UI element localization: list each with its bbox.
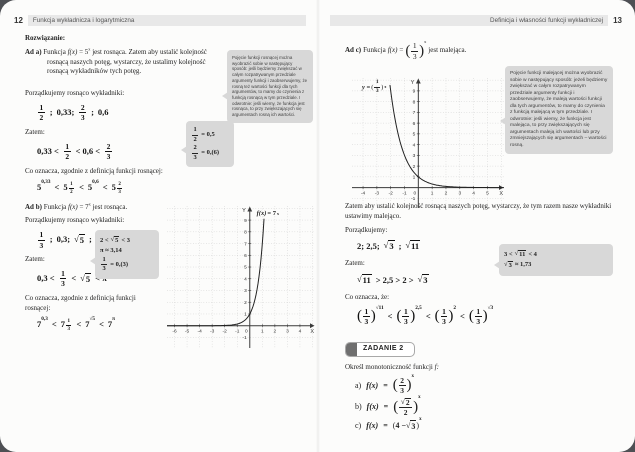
x-tick-label: 3 (286, 329, 289, 335)
y-tick-label: -1 (411, 197, 416, 203)
left-page-header (14, 14, 306, 26)
ad-a-fx: f(x) (67, 47, 78, 56)
zatem-c: Zatem: (345, 259, 365, 268)
inequality-c-formula: √ 11 > 2,5 > 2 > √ 3 (357, 274, 617, 287)
fraction: 1 2 (65, 141, 70, 162)
sqrt: √ 3 (504, 261, 513, 270)
means-c-text: Co oznacza, że: (345, 292, 390, 301)
fraction: ( 1 3 (442, 306, 446, 327)
y-axis-letter: Y (242, 208, 246, 214)
y-tick-label: 5 (244, 265, 247, 271)
inequality-a-formula: 0,33 < 1 2 < 0,6 < 2 3 (37, 141, 111, 162)
x-tick-label: 0 (413, 191, 417, 197)
x-axis-letter: X (310, 329, 314, 336)
ad-c-fx: f(x) (387, 46, 398, 55)
parenthesized-expression: ( 4 − √ 3 ) (393, 420, 419, 432)
badge-label: ZADANIE 2 (363, 345, 404, 353)
left-header-bar (28, 15, 306, 26)
x-tick-label: -3 (210, 329, 215, 335)
ad-b-paragraph: Ad b) Funkcja $f(x) = 7^x$ jest rosnąca. (25, 201, 128, 211)
x-tick-label: -4 (197, 329, 202, 335)
x-tick-label: 4 (298, 329, 302, 335)
hint-box-b: 2 < √ 5 < 3 π ≈ 3,14 $\frac{1}{3}$ = 0,(3) (95, 230, 159, 279)
y-axis-arrow (247, 207, 252, 212)
fraction: ( 1 3 (476, 306, 481, 327)
sqrt: √ 11 (357, 274, 372, 287)
x-axis-arrow (310, 323, 315, 328)
fraction: 1 2 (39, 102, 44, 123)
y-axis-letter: Y (410, 80, 415, 86)
task-item-b: b) f(x) = √ ( 2 2 ) x (355, 398, 617, 417)
graph-7-to-x-svg (167, 206, 315, 348)
fraction: 1 3 (61, 268, 65, 289)
x-tick-label: -1 (402, 191, 407, 197)
graph-7-to-x (167, 206, 315, 348)
sqrt: √ 11 (405, 240, 420, 253)
fraction: √ ( 2 2 (399, 398, 412, 417)
y-tick-label: 6 (244, 253, 247, 259)
right-page-header (330, 14, 622, 26)
y-tick-label: 1 (244, 312, 247, 318)
page-gutter (316, 0, 320, 452)
task-prompt: Określ monotoniczność funkcji f: (345, 362, 439, 371)
sequence-a-formula: 1 2 ; 0,33; 2 3 ; 0,6 (39, 102, 109, 123)
ad-a-exp: x (88, 46, 91, 52)
sqrt: √ 3 (384, 240, 395, 253)
parenthesized-fraction (357, 308, 376, 326)
x-tick-label: 0 (244, 329, 248, 335)
fraction: $\frac{1}{2}$ (70, 181, 73, 195)
hint-box-a: $\frac{1}{2}$ = 0,5 $\frac{2}{3}$ = 0,(6) (186, 121, 234, 167)
y-tick-label: 9 (412, 89, 416, 95)
zatem-b: Zatem: (25, 255, 45, 264)
x-tick-label: -2 (388, 191, 393, 197)
fraction: $\frac{1}{3}$ (67, 318, 70, 332)
parenthesized-fraction (469, 308, 488, 326)
y-tick-label: -1 (242, 336, 247, 342)
fraction: 1 3 (39, 230, 44, 250)
task-item-a: a) f(x) = ( 2 3 ) x (355, 377, 617, 395)
note-box-decreasing: Pojęcie funkcji malejącej można wyobrazić sobie w następujący sposób: jeżeli będziemy zwiększać w całym rozpatrywanym przedziale argumenty funkcji i zaobserwujemy, że maleją wartości funkcji dla tych argumentów, to mamy do czynienia z funkcją malejącą w tym przedziale. I odwrotnie: jeśli wiemy, że funkcja jest malejąca, to przy zwiększających się argumentach maleją ich wartości lub przy zmniejszających się argumentach – wartości rosną. (505, 66, 613, 154)
badge-marker (346, 343, 357, 356)
y-tick-label: 7 (244, 242, 247, 248)
x-tick-label: -5 (184, 329, 190, 335)
graph-one-third-to-x-svg (352, 78, 504, 208)
graph-one-third-to-x (352, 78, 504, 208)
porzadkujemy-text: Porządkujemy: (345, 225, 388, 234)
ad-a-label: Ad a) (25, 47, 42, 56)
note-box-increasing: Pojęcie funkcji rosnącej można wyobrazić sobie w następujący sposób: jeśli będziemy zwiększać w całym rozpatrywanym przedziale argumenty funkcji i zaobserwujemy, że rosną też wartości funkcji dla tych argumentów, to mamy do czynienia z funkcją rosnącą w tym przedziale. I odwrotnie: jeśli wiemy, że funkcja jest rosnąca, to przy zwiększających się argumentach rosną ich wartości. (227, 50, 313, 123)
fraction: 2 3 (106, 141, 111, 162)
y-tick-label: 4 (244, 277, 247, 283)
ad-b-label: Ad b) (25, 202, 42, 211)
solution-heading: Rozwiązanie: (25, 34, 66, 42)
parenthesized-fraction (393, 398, 418, 417)
sort-a-text: Porządkujemy rosnąco wykładniki: (25, 89, 125, 98)
y-tick-label: 2 (244, 300, 247, 306)
ad-a-eq: = 5 (77, 47, 89, 56)
y-tick-label: 2 (412, 164, 416, 170)
sequence-b-formula: 1 3 ; 0,3; √ 5 ; (37, 231, 223, 249)
x-tick-label: -3 (374, 191, 380, 197)
y-tick-label: 6 (412, 121, 416, 127)
y-tick-label: 3 (244, 289, 247, 295)
sqrt: √ ( 2 (401, 398, 411, 407)
task-item-c: c) f(x) = ( 4 − √ 3 ) x (355, 420, 617, 432)
ad-c-label: Ad c) (345, 46, 362, 55)
ad-b-fx: f(x) (68, 202, 78, 211)
sqrt: √ 3 (406, 420, 416, 432)
y-tick-label: 3 (412, 154, 416, 160)
y-tick-label: 5 (412, 132, 416, 138)
sqrt: √ 11 (515, 250, 527, 259)
fraction: $\frac{2}{3}$ (193, 144, 197, 161)
x-tick-label: 4 (472, 191, 475, 197)
x-axis-letter: X (499, 191, 503, 198)
sqrt: √ 5 (80, 273, 91, 286)
x-tick-label: -2 (222, 329, 227, 335)
y-axis-arrow (416, 79, 421, 84)
after-graph-text: Zatem aby ustalić kolejność rosnącą naszych potęg, wystarczy, że tym razem nasze wykładniki ustawimy malejąco. (345, 202, 612, 220)
fraction: ( 1 3 (403, 306, 408, 327)
sqrt: √ 5 (74, 234, 85, 247)
right-header-title: Definicja i własności funkcji wykładniczej (490, 16, 604, 24)
task-2-badge (345, 342, 415, 357)
y-tick-label: 1 (412, 175, 416, 181)
zatem-a: Zatem: (25, 127, 45, 136)
powers-b-formula: 7 0,3 < 7 $\frac{1}{3}$ < 7 √5 < 7 π (37, 316, 116, 332)
x-tick-label: 5 (486, 191, 489, 197)
sqrt: √ 3 (418, 274, 429, 287)
y-tick-label: 4 (412, 143, 416, 149)
fraction: ( 1 3 (364, 306, 369, 327)
right-header-bar (330, 15, 608, 26)
sequence-c-formula: 2; 2,5; √ 3 ; √ 11 (357, 240, 617, 253)
x-tick-label: -6 (172, 329, 177, 335)
x-tick-label: 3 (458, 191, 462, 197)
parenthesized-fraction (371, 80, 383, 94)
parenthesized-fraction (435, 308, 454, 326)
ad-c-paragraph: Ad c) Funkcja f(x) = ( 1 3 ) x jest malejąca. (345, 42, 617, 60)
x-tick-label: 1 (430, 191, 434, 197)
fraction: ( 1 3 (375, 79, 379, 94)
right-page-number: 13 (613, 15, 622, 25)
inequality-b-formula: 0,3 < 1 3 < √ 5 (37, 270, 223, 288)
x-tick-label: -4 (360, 191, 366, 197)
function-curve (390, 85, 504, 187)
fraction: ( 1 3 (412, 41, 417, 61)
powers-c-formula: ( 1 3 ) √11 < ( 1 3 ) 2,5 < ( 1 3 ) 2 < ( 1 3 ) √3 (357, 308, 617, 326)
fraction: $\frac{1}{3}$ (102, 255, 106, 273)
fraction: ( 2 3 (400, 375, 405, 396)
x-tick-label: 2 (444, 191, 448, 197)
means-a-text: Co oznacza, zgodnie z definicją funkcji rosnącej: (25, 166, 163, 175)
means-b-text: Co oznacza, zgodnie z definicją funkcji rosnącej: (25, 293, 136, 312)
y-tick-label: 8 (244, 230, 247, 236)
fraction: $\frac{2}{3}$ (118, 181, 121, 195)
sqrt: √ 5 (111, 236, 120, 245)
fraction: 2 3 (80, 102, 85, 123)
y-tick-label: 9 (244, 218, 247, 224)
parenthesized-fraction (396, 308, 415, 326)
fraction: $\frac{1}{2}$ (193, 126, 197, 143)
parenthesized-fraction (393, 377, 412, 395)
ad-a-text1: Funkcja (43, 47, 68, 56)
left-header-title: Funkcja wykładnicza i logarytmiczna (32, 16, 135, 24)
parenthesized-fraction (405, 42, 424, 60)
y-tick-label: 8 (412, 100, 416, 106)
ad-a-text2: jest rosnąca. Zatem aby ustalić kolejność rosnącą naszych potęg, wystarczy, że ustalimy kolejność rosnącą wykładników tych potęg. (47, 47, 207, 76)
graph-left-function-label: f(x) = 7 x (256, 210, 279, 217)
x-tick-label: -1 (235, 329, 240, 335)
sort-b-text: Porządkujemy rosnąco wykładniki: (25, 216, 125, 225)
powers-a-formula: 5 0,33 < 5 $\frac{1}{2}$ < 5 0,6 < 5 $\frac{2}{3}$ (37, 179, 121, 195)
left-page-number: 12 (14, 15, 23, 25)
y-tick-label: 7 (412, 111, 416, 117)
x-tick-label: 2 (273, 329, 277, 335)
ad-a-paragraph (25, 48, 223, 77)
hint-box-d: 3 < √ 11 < 4 √ 3 ≈ 1,73 (499, 244, 613, 276)
x-tick-label: 1 (260, 329, 264, 335)
graph-right-function-label: y = ( 1 3 ) x (362, 80, 386, 94)
